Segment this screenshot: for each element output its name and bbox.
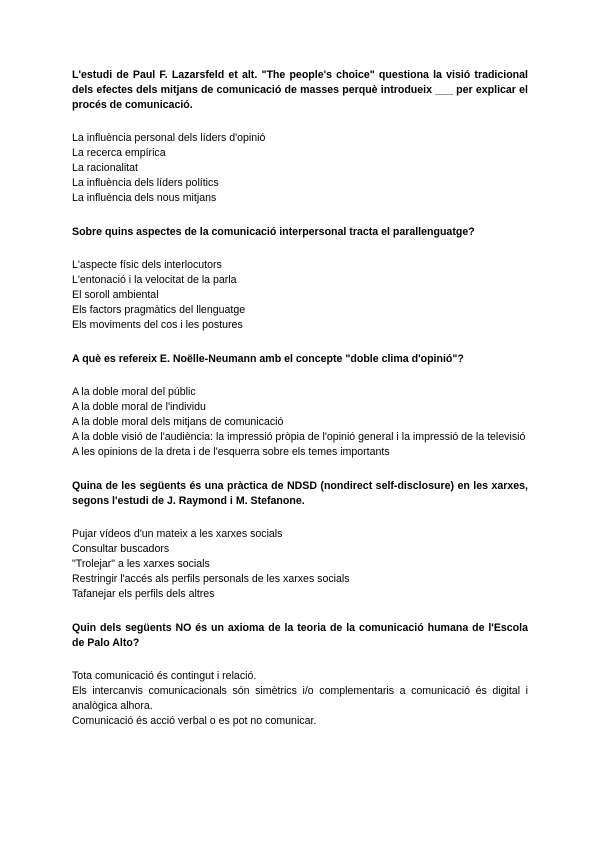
option-4d: Restringir l'accés als perfils personals de les xarxes socials [72, 573, 350, 585]
question-5-text: Quin dels següents NO és un axioma de la teoria de la comunicació humana de l'Escola de Palo Alto? [72, 622, 528, 649]
option-2c: El soroll ambiental [72, 289, 159, 301]
question-block-4 [72, 479, 528, 602]
option-1d: La influència dels líders polítics [72, 177, 219, 189]
option-5c: Comunicació és acció verbal o es pot no comunicar. [72, 715, 317, 727]
question-1-text: L'estudi de Paul F. Lazarsfeld et alt. "The people's choice" questiona la visió tradicional dels efectes dels mitjans de comunicació de masses perquè introdueix ___ per explicar el procés de comunicació. [72, 69, 528, 111]
document-page [72, 68, 528, 748]
option-3c: A la doble moral dels mitjans de comunicació [72, 416, 284, 428]
option-2e: Els moviments del cos i les postures [72, 319, 243, 331]
option-3e: A les opinions de la dreta i de l'esquerra sobre els temes importants [72, 446, 390, 458]
question-block-2 [72, 225, 528, 333]
question-4-text: Quina de les següents és una pràctica de NDSD (nondirect self-disclosure) en les xarxes, segons l'estudi de J. Raymond i M. Stefanone. [72, 480, 528, 507]
question-4-options [72, 527, 528, 602]
question-1-options [72, 131, 528, 206]
option-4b: Consultar buscadors [72, 543, 170, 555]
option-5b: Els intercanvis comunicacionals són simètrics i/o complementaris a comunicació és digital i analògica alhora. [72, 685, 528, 712]
question-block-1 [72, 68, 528, 206]
question-2-text: Sobre quins aspectes de la comunicació interpersonal tracta el parallenguatge? [72, 226, 475, 238]
question-3-text: A què es refereix E. Noëlle-Neumann amb el concepte "doble clima d'opinió"? [72, 353, 464, 365]
option-1b: La recerca empírica [72, 147, 166, 159]
question-block-5 [72, 621, 528, 729]
option-4e: Tafanejar els perfils dels altres [72, 588, 215, 600]
option-1a: La influència personal dels líders d'opinió [72, 132, 266, 144]
option-2a: L'aspecte físic dels interlocutors [72, 259, 222, 271]
option-2d: Els factors pragmàtics del llenguatge [72, 304, 246, 316]
option-1c: La racionalitat [72, 162, 138, 174]
option-4a: Pujar vídeos d'un mateix a les xarxes socials [72, 528, 283, 540]
question-3-options [72, 385, 528, 460]
option-2b: L'entonació i la velocitat de la parla [72, 274, 237, 286]
option-3d: A la doble visió de l'audiència: la impressió pròpia de l'opinió general i la impressió de la televisió [72, 431, 526, 443]
question-5-options [72, 669, 528, 729]
question-2-options [72, 258, 528, 333]
option-4c: "Trolejar" a les xarxes socials [72, 558, 210, 570]
question-block-3 [72, 352, 528, 460]
option-1e: La influència dels nous mitjans [72, 192, 217, 204]
option-5a: Tota comunicació és contingut i relació. [72, 670, 257, 682]
option-3b: A la doble moral de l'individu [72, 401, 206, 413]
option-3a: A la doble moral del públic [72, 386, 196, 398]
